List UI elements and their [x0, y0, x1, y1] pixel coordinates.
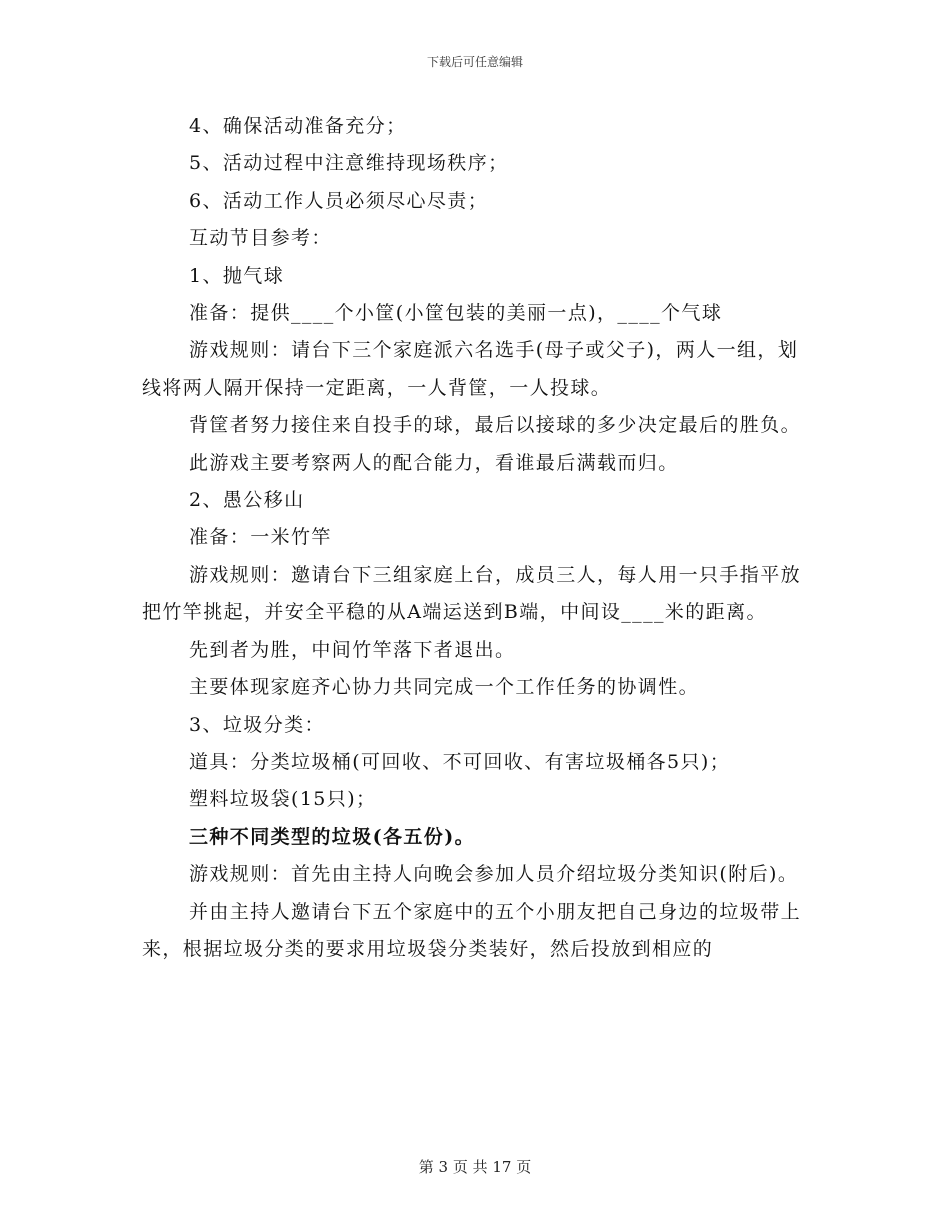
paragraph-item-5: 5、活动过程中注意维持现场秩序；: [189, 152, 509, 175]
paragraph: 背筐者努力接住来自投手的球，最后以接球的多少决定最后的胜负。: [189, 414, 802, 437]
program-heading-garbage-sorting: 3、垃圾分类：: [189, 713, 325, 736]
game-rules-paragraph: 游戏规则：首先由主持人向晚会参加人员介绍垃圾分类知识(附后)。: [189, 863, 799, 886]
game-rules-paragraph: 游戏规则：请台下三个家庭派六名选手(母子或父子)，两人一组，划线将两人隔开保持一定距离，一人背筐，一人投球。: [142, 339, 799, 399]
paragraph: 此游戏主要考察两人的配合能力，看谁最后满载而归。: [189, 451, 679, 474]
program-heading-yugong: 2、愚公移山: [189, 489, 305, 512]
preparation-line: 准备：一米竹竿: [189, 526, 332, 549]
paragraph: 主要体现家庭齐心协力共同完成一个工作任务的协调性。: [189, 676, 700, 699]
document-body: [142, 108, 810, 968]
game-rules-paragraph: 游戏规则：邀请台下三组家庭上台，成员三人，每人用一只手指平放把竹竿挑起，并安全平稳的从A端运送到B端，中间设____米的距离。: [142, 563, 802, 624]
paragraph-item-6: 6、活动工作人员必须尽心尽责；: [189, 189, 489, 212]
program-heading-throw-balloons: 1、抛气球: [189, 264, 285, 287]
paragraph: 先到者为胜，中间竹竿落下者退出。: [189, 638, 516, 661]
section-heading-interactive-programs: 互动节目参考：: [189, 227, 332, 250]
page-header: 下载后可任意编辑: [426, 55, 523, 69]
props-line: 道具：分类垃圾桶(可回收、不可回收、有害垃圾桶各5只)；: [189, 750, 731, 773]
paragraph: 并由主持人邀请台下五个家庭中的五个小朋友把自己身边的垃圾带上来，根据垃圾分类的要求用垃圾袋分类装好，然后投放到相应的: [142, 900, 802, 960]
paragraph-item-4: 4、确保活动准备充分；: [189, 115, 407, 137]
preparation-line: 准备：提供____个小筐(小筐包装的美丽一点)，____个气球: [189, 302, 723, 325]
bold-props-line: 三种不同类型的垃圾(各五份)。: [189, 825, 475, 848]
props-line: 塑料垃圾袋(15只)；: [189, 788, 377, 811]
page-number-footer: 第 3 页 共 17 页: [418, 1158, 532, 1176]
